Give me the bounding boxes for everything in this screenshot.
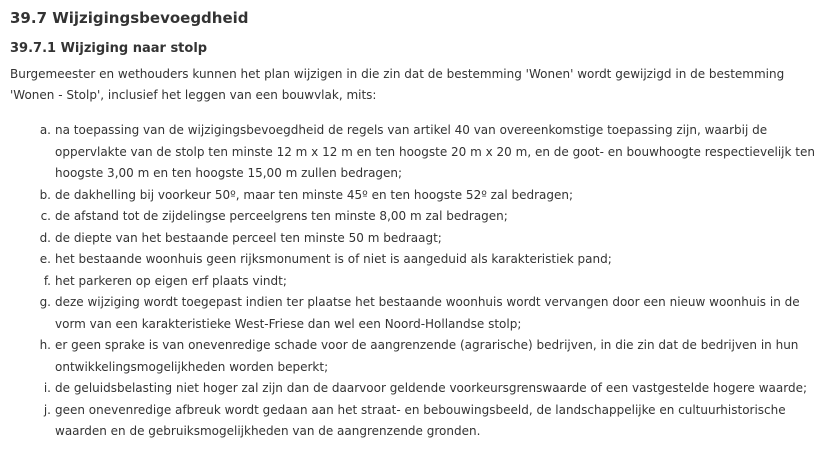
list-item-text: het bestaande woonhuis geen rijksmonument is of niet is aangeduid als karakteristiek pand;: [55, 252, 612, 266]
list-item-b: [10, 185, 827, 207]
list-marker: j.: [43, 402, 51, 417]
list-item-text: geen onevenredige afbreuk wordt gedaan aan het straat- en bebouwingsbeeld, de landschappelijke en cultuurhistorische waarden en de gebruiksmogelijkheden van de aangrenzende gronden.: [55, 402, 786, 438]
list-marker: g.: [39, 295, 51, 309]
list-item-text: de diepte van het bestaande perceel ten minste 50 m bedraagt;: [55, 230, 442, 245]
intro-paragraph: Burgemeester en wethouders kunnen het plan wijzigen in die zin dat de bestemming 'Wonen' wordt gewijzigd in de bestemming 'Wonen - Stolp', inclusief het leggen van een bouwvlak, mits:: [10, 67, 785, 102]
list-item-a: [10, 120, 827, 185]
list-item-text: het parkeren op eigen erf plaats vindt;: [55, 273, 287, 288]
list-item-text: deze wijziging wordt toegepast indien ter plaatse het bestaande woonhuis wordt vervangen door een nieuw woonhuis in de vorm van een karakteristieke West-Friese dan wel een Noord-Hollandse stolp;: [55, 295, 800, 331]
list-item-e: [10, 249, 827, 271]
conditions-list: [10, 120, 827, 443]
list-item-d: [10, 228, 827, 250]
list-marker: h.: [39, 338, 51, 352]
list-item-f: [10, 271, 827, 293]
list-item-c: [10, 206, 827, 228]
list-marker: i.: [43, 381, 51, 395]
list-marker: f.: [43, 273, 51, 288]
list-item-text: na toepassing van de wijzigingsbevoegdheid de regels van artikel 40 van overeenkomstige toepassing zijn, waarbij de oppervlakte van de stolp ten minste 12 m x 12 m en ten hoogste 20 m x 20 m, en de goot- en bouwhoogte respectievelijk ten hoogste 3,00 m en ten hoogste 15,00 m zullen bedragen;: [55, 123, 815, 180]
list-item-h: [10, 335, 827, 378]
list-item-text: de dakhelling bij voorkeur 50º, maar ten minste 45º en ten hoogste 52º zal bedragen;: [55, 187, 574, 202]
list-marker: d.: [39, 230, 51, 245]
list-marker: e.: [39, 252, 51, 266]
list-item-i: [10, 378, 827, 400]
list-item-text: de afstand tot de zijdelingse perceelgrens ten minste 8,00 m zal bedragen;: [55, 209, 508, 223]
list-marker: a.: [39, 123, 51, 137]
list-item-text: er geen sprake is van onevenredige schade voor de aangrenzende (agrarische) bedrijven, in die zin dat de bedrijven in hun ontwikkelingsmogelijkheden worden beperkt;: [55, 338, 799, 374]
list-item-g: [10, 292, 827, 335]
subsection-title: 39.7.1 Wijziging naar stolp: [10, 41, 208, 56]
list-marker: b.: [39, 187, 51, 202]
list-item-text: de geluidsbelasting niet hoger zal zijn dan de daarvoor geldende voorkeursgrenswaarde of een vastgestelde hogere waarde;: [55, 381, 808, 395]
section-title: 39.7 Wijzigingsbevoegdheid: [10, 9, 249, 27]
list-item-j: [10, 400, 827, 443]
list-marker: c.: [40, 209, 51, 223]
